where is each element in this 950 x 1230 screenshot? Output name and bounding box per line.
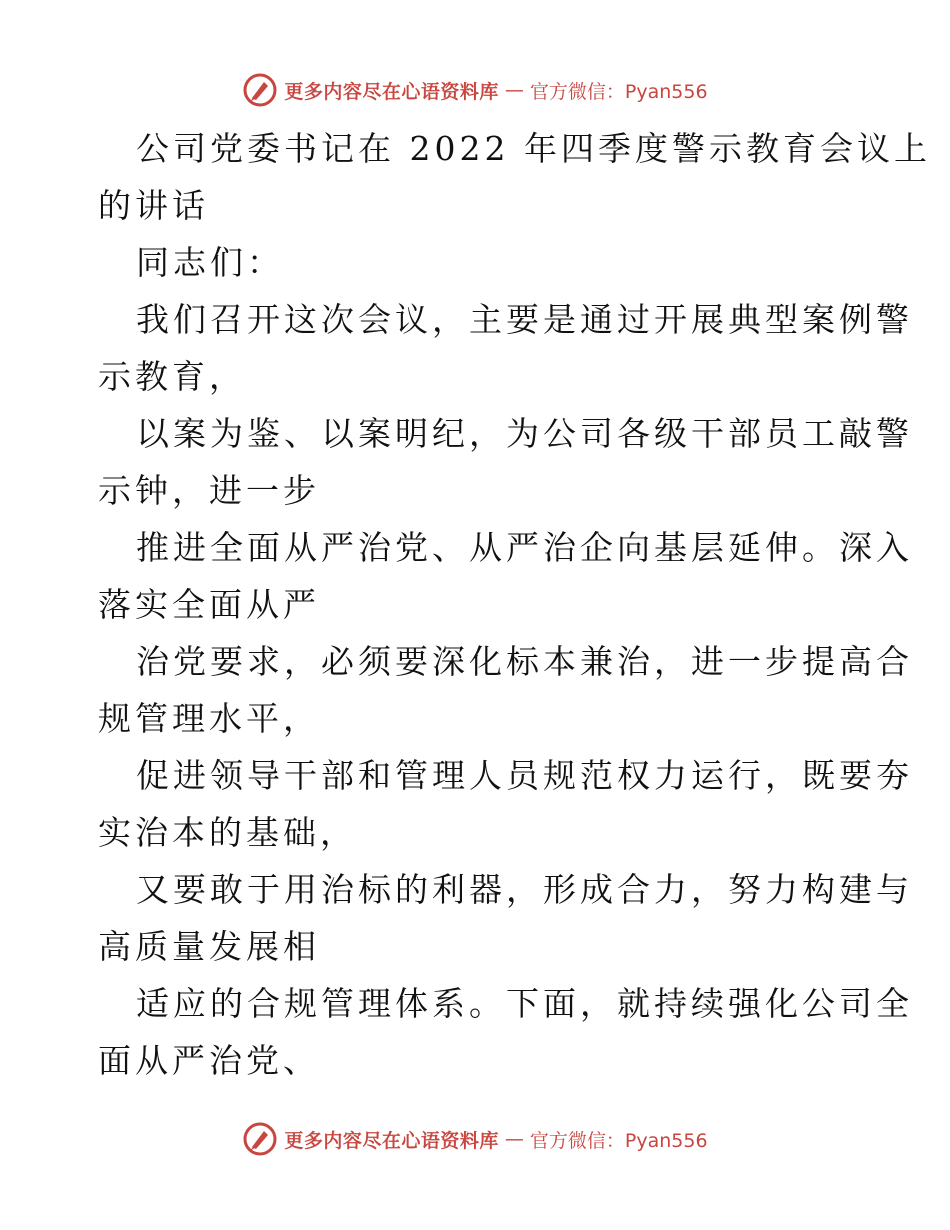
text-line: 我们召开这次会议，主要是通过开展典型案例警 xyxy=(136,300,913,339)
pen-logo-icon xyxy=(242,72,278,108)
text-line: 规管理水平， xyxy=(98,699,320,738)
text-line: 同志们： xyxy=(136,243,284,282)
watermark-brand: 更多内容尽在心语资料库 xyxy=(284,80,499,103)
text-line: 以案为鉴、以案明纪，为公司各级干部员工敲警 xyxy=(136,414,913,453)
text-line: 实治本的基础， xyxy=(98,813,357,852)
text-line: 示钟，进一步 xyxy=(98,471,320,510)
text-line: 治党要求，必须要深化标本兼治，进一步提高合 xyxy=(136,642,913,681)
watermark-contact: 官方微信：Pyan556 xyxy=(529,80,708,103)
text-line: 推进全面从严治党、从严治企向基层延伸。深入 xyxy=(136,528,913,567)
text-line: 的讲话 xyxy=(98,186,209,225)
watermark-banner-bottom xyxy=(0,1117,950,1161)
text-line: 促进领导干部和管理人员规范权力运行，既要夯 xyxy=(136,756,913,795)
text-line: 落实全面从严 xyxy=(98,585,320,624)
text-line: 示教育， xyxy=(98,357,246,396)
watermark-brand: 更多内容尽在心语资料库 xyxy=(284,1129,499,1152)
text-line: 面从严治党、 xyxy=(98,1041,320,1080)
watermark-dash: — xyxy=(504,1128,524,1150)
pen-logo-icon xyxy=(242,1121,278,1157)
watermark-banner-top xyxy=(0,68,950,112)
document-body xyxy=(98,120,931,1089)
text-line: 高质量发展相 xyxy=(98,927,320,966)
watermark-contact: 官方微信：Pyan556 xyxy=(529,1129,708,1152)
text-line: 公司党委书记在 2022 年四季度警示教育会议上 xyxy=(136,129,931,168)
text-line: 又要敢于用治标的利器，形成合力，努力构建与 xyxy=(136,870,913,909)
text-line: 适应的合规管理体系。下面，就持续强化公司全 xyxy=(136,984,913,1023)
watermark-dash: — xyxy=(504,79,524,101)
